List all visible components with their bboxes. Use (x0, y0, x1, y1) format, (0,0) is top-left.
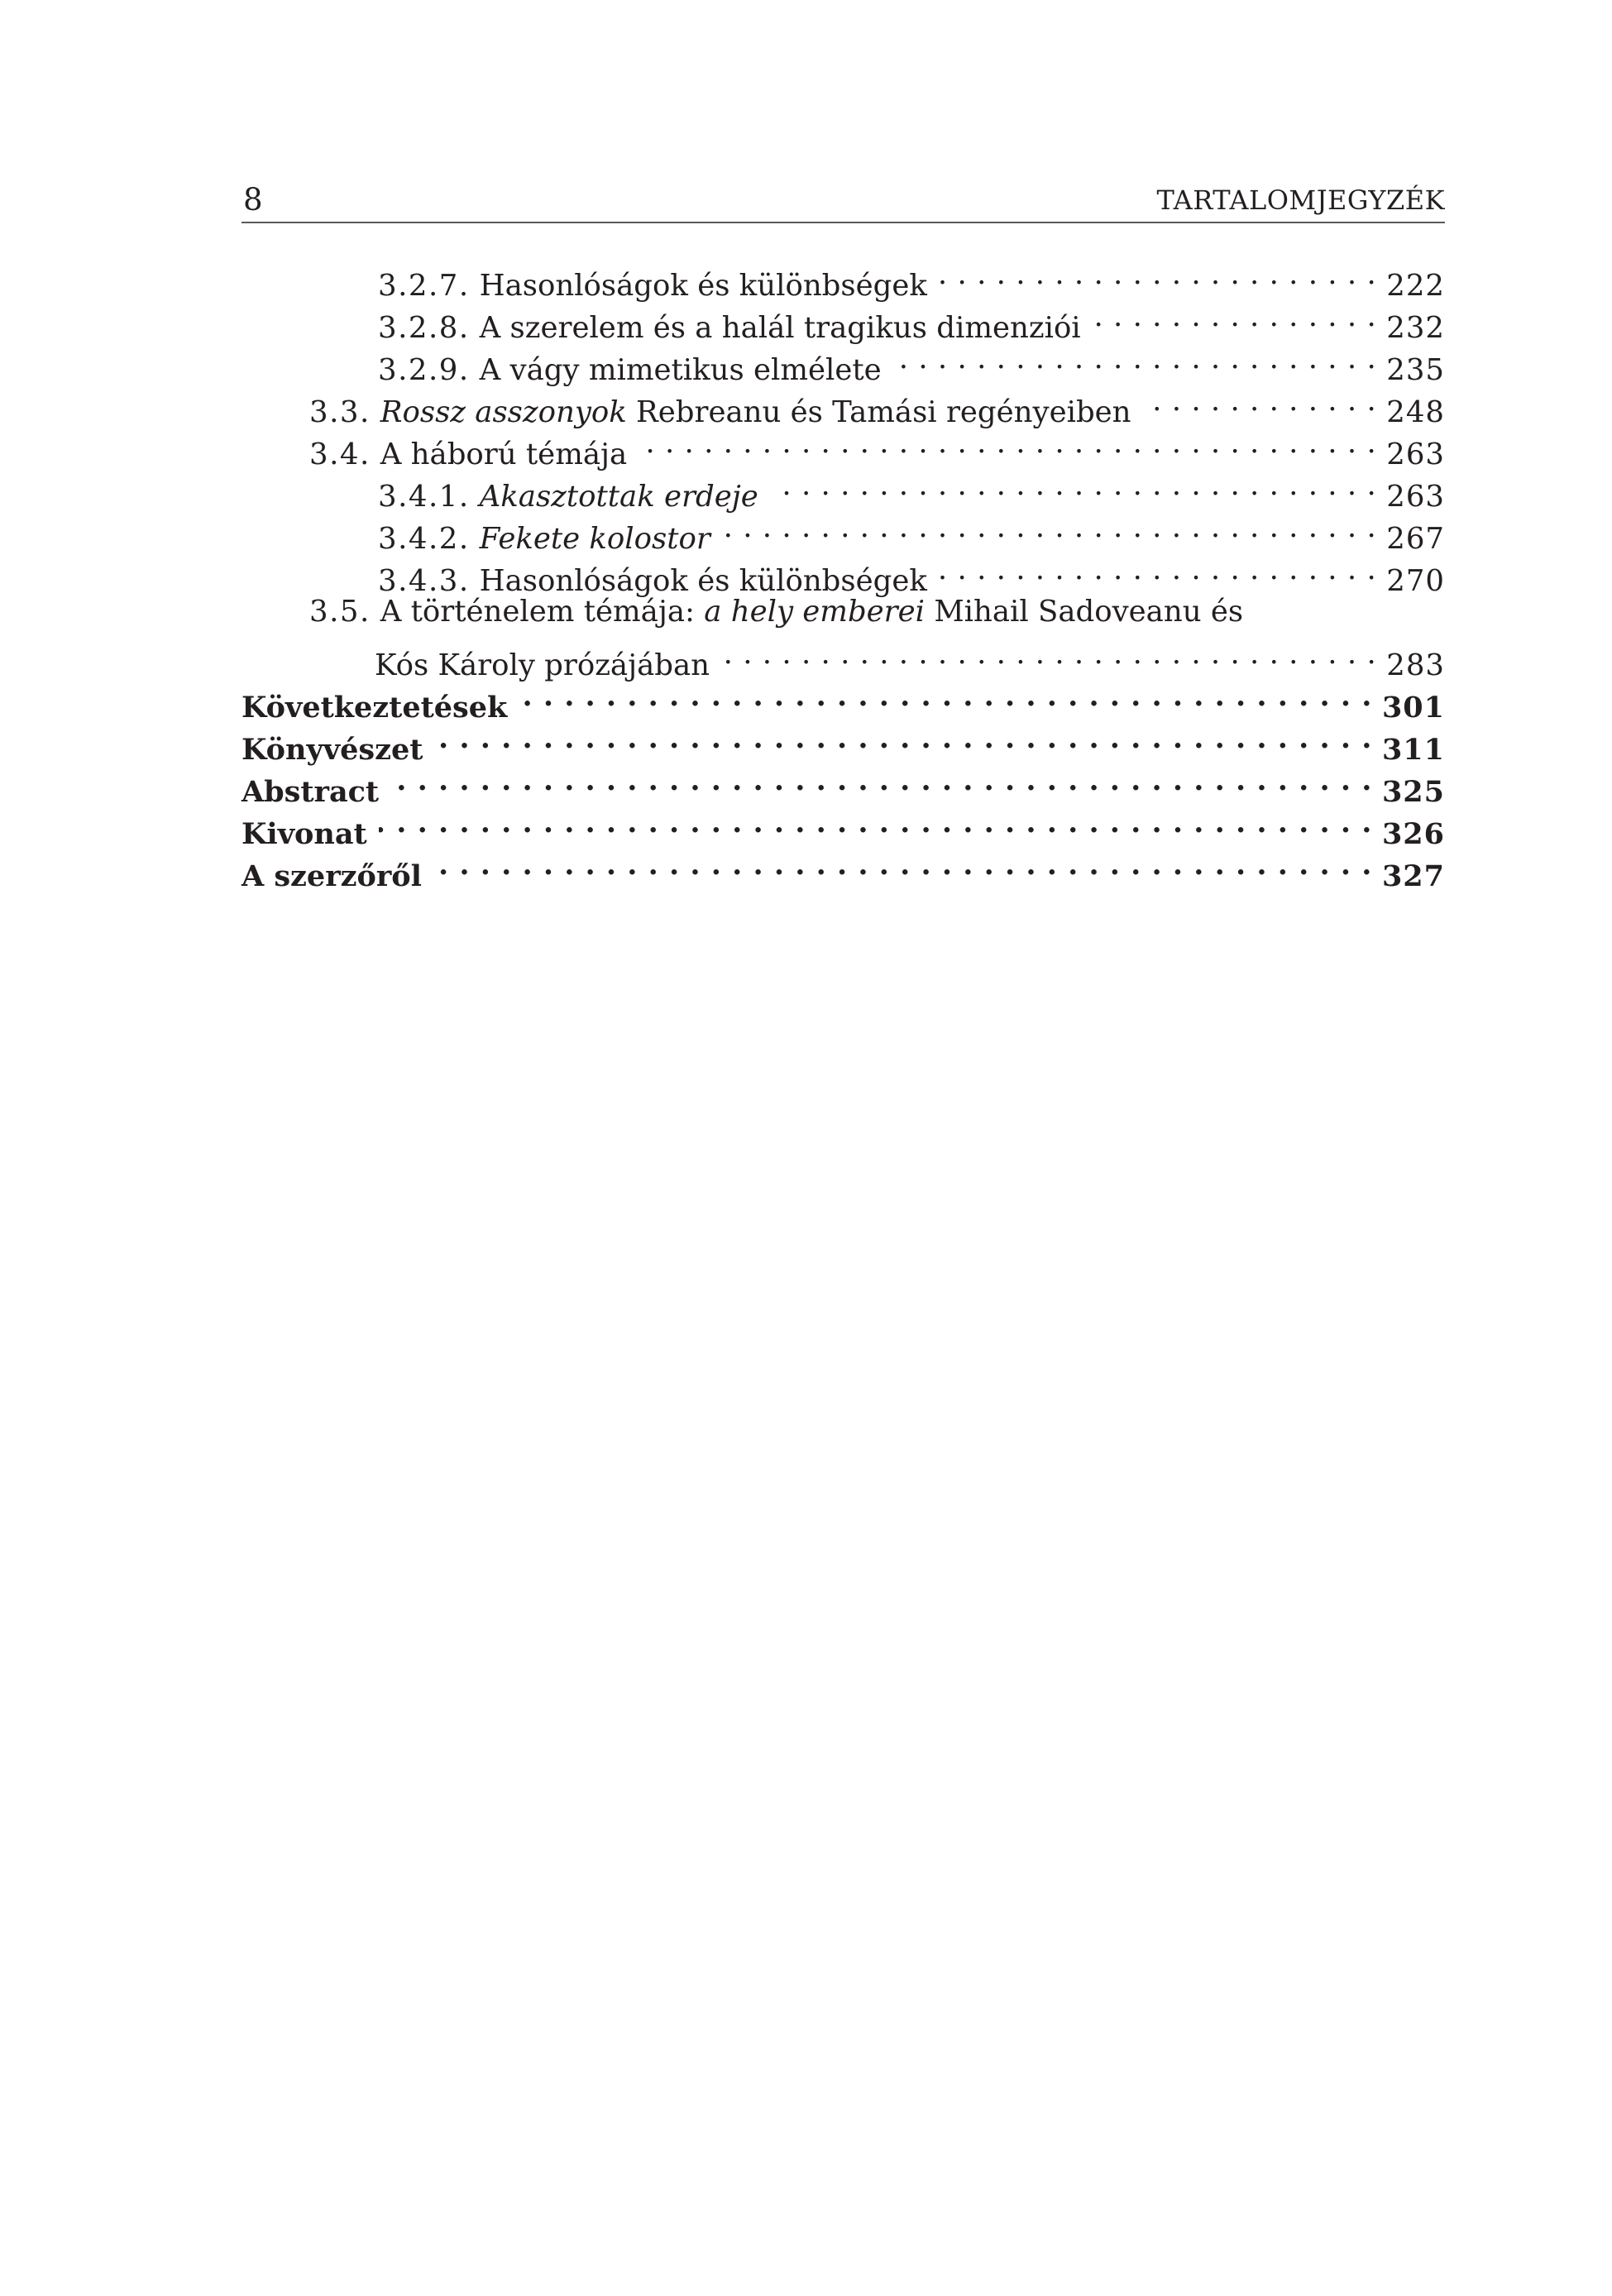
toc-entry-title (242, 813, 367, 855)
toc-entry-title-text: A történelem témája: (380, 595, 705, 629)
toc-entry-page: 301 (1381, 691, 1445, 725)
toc-entry-title-text: Könyvészet (242, 733, 423, 767)
table-of-contents (242, 253, 1445, 893)
toc-entry-title-italic: Fekete kolostor (479, 522, 710, 556)
toc-entry-page: 263 (1386, 480, 1445, 514)
toc-entry-title (380, 433, 627, 476)
toc-entry-page: 263 (1386, 438, 1445, 471)
toc-entry-page: 325 (1381, 775, 1445, 809)
dot-leader (939, 253, 1376, 295)
toc-entry-title-text: Abstract (242, 775, 380, 809)
toc-entry-title (480, 349, 882, 391)
toc-entry-title-text: A háború témája (380, 438, 628, 471)
toc-entry (242, 759, 1445, 809)
toc-entry-title-text: Hasonlóságok és különbségek (479, 564, 927, 598)
dot-leader (721, 633, 1376, 675)
running-head: TARTALOMJEGYZÉK (1156, 184, 1445, 216)
toc-entry-page: 283 (1386, 648, 1445, 682)
dot-leader (519, 675, 1372, 717)
dot-leader (390, 759, 1372, 801)
toc-entry (242, 633, 1445, 682)
toc-entry-title-text: Mihail Sadoveanu és (925, 595, 1244, 629)
dot-leader (379, 801, 1372, 844)
toc-entry-page: 232 (1386, 311, 1445, 345)
toc-entry-page: 222 (1386, 269, 1445, 303)
toc-entry-title-text: Kós Károly prózájában (375, 648, 710, 682)
toc-entry-number: 3.4. (309, 438, 371, 471)
toc-entry-number: 3.5. (309, 595, 371, 629)
toc-entry-number: 3.3. (309, 395, 371, 429)
dot-leader (1143, 380, 1377, 422)
toc-entry-page: 270 (1386, 564, 1445, 598)
toc-entry-title (380, 591, 1243, 633)
page-number: 8 (243, 182, 263, 218)
toc-entry-page: 311 (1381, 733, 1445, 767)
toc-entry-number: 3.4.3. (378, 564, 470, 598)
toc-entry (242, 801, 1445, 851)
page-header (242, 180, 1445, 223)
toc-entry-title-italic: Rossz asszonyok (380, 395, 627, 429)
toc-entry-title-text: Kivonat (242, 817, 367, 851)
toc-entry-page: 235 (1386, 353, 1445, 387)
toc-entry-page: 327 (1381, 859, 1445, 893)
toc-entry-title (242, 771, 379, 813)
toc-entry-title-text: Következtetések (242, 691, 508, 725)
toc-entry-title-text: Rebreanu és Tamási regényeiben (626, 395, 1131, 429)
dot-leader (434, 717, 1372, 759)
toc-entry (242, 844, 1445, 893)
toc-entry-number: 3.4.2. (378, 522, 470, 556)
toc-entry-page: 326 (1381, 817, 1445, 851)
toc-entry-page: 248 (1386, 395, 1445, 429)
toc-entry-title (242, 855, 422, 897)
dot-leader (722, 506, 1376, 548)
dot-leader (939, 548, 1376, 591)
toc-entry-title-text: Hasonlóságok és különbségek (479, 269, 927, 303)
toc-entry-number: 3.2.8. (378, 311, 470, 345)
toc-entry-title (480, 476, 758, 518)
dot-leader (639, 422, 1376, 464)
dot-leader (893, 337, 1377, 380)
toc-entry-title (480, 265, 927, 307)
toc-entry-title-text: A szerelem és a halál tragikus dimenziói (479, 311, 1081, 345)
toc-entry-number: 3.2.7. (378, 269, 470, 303)
dot-leader (433, 844, 1372, 886)
dot-leader (770, 464, 1377, 506)
toc-entry-page: 267 (1386, 522, 1445, 556)
dot-leader (1093, 295, 1377, 337)
toc-entry-title-italic: Akasztottak erdeje (479, 480, 758, 514)
toc-entry-title (480, 518, 710, 560)
toc-entry-title-text: A szerzőről (242, 859, 422, 893)
toc-entry (242, 591, 1445, 633)
toc-entry-title-italic: a hely emberei (704, 595, 926, 629)
toc-entry (242, 253, 1445, 303)
toc-entry-number: 3.2.9. (378, 353, 470, 387)
toc-entry-number: 3.4.1. (378, 480, 470, 514)
toc-entry-title-text: A vágy mimetikus elmélete (479, 353, 882, 387)
